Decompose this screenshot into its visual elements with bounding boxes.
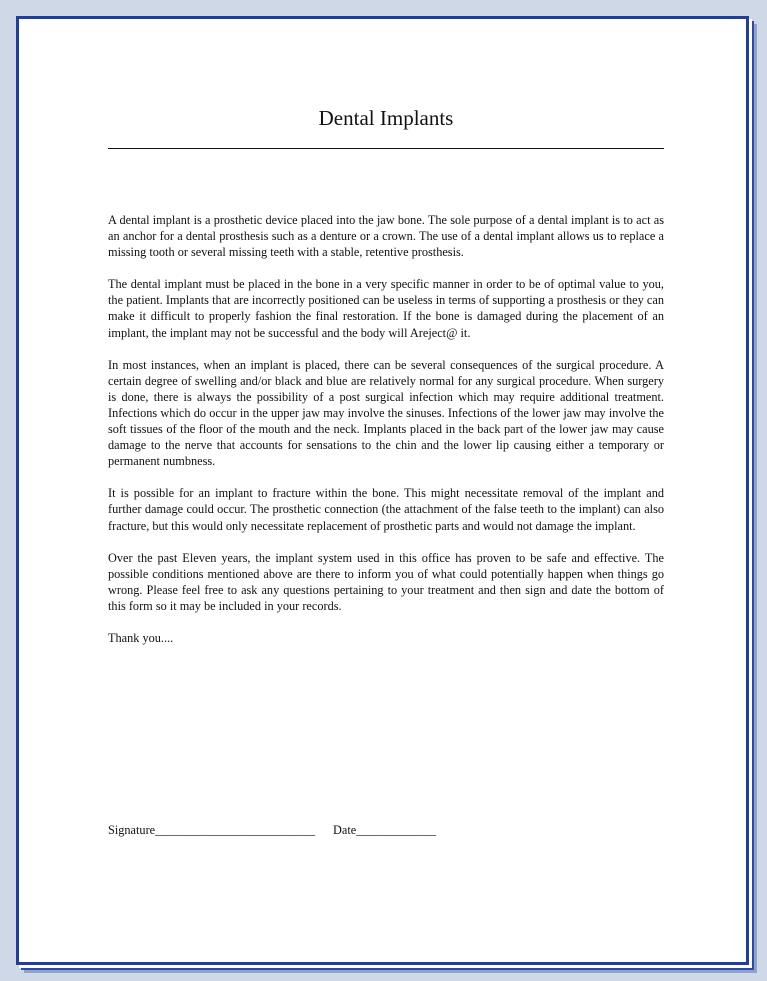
signature-field[interactable]: Signature__________________________ [108,823,315,837]
paragraph-1: A dental implant is a prosthetic device placed into the jaw bone. The sole purpose of a dental implant is to act as an anchor for a dental prosthesis such as a denture or a crown. The use of a dental implant allows us to replace a missing tooth or several missing teeth with a stable, retentive prosthesis. [108,213,664,260]
paragraph-5: Over the past Eleven years, the implant system used in this office has proven to be safe and effective. The possible conditions mentioned above are there to inform you of what could potentially happen when things go wrong. Please feel free to ask any questions pertaining to your treatment and then sign and date the bottom of this form so it may be included in your records. [108,550,664,613]
document-body [108,212,664,662]
paragraph-3: In most instances, when an implant is placed, there can be several consequences of the surgical procedure. A certain degree of swelling and/or black and blue are relatively normal for any surgical procedure. When surgery is done, there is always the possibility of a post surgical infection which may require additional treatment. Infections which do occur in the upper jaw may involve the sinuses. Infections of the lower jaw may involve the soft tissues of the floor of the mouth and the neck. Implants placed in the back part of the lower jaw may cause damage to the nerve that accounts for sensations to the chin and the lower lip causing either a temporary or permanent numbness. [108,357,664,469]
paragraph-2: The dental implant must be placed in the bone in a very specific manner in order to be of optimal value to you, the patient. Implants that are incorrectly positioned can be useless in terms of supporting a prosthesis or they can make it difficult to properly fashion the final restoration. If the bone is damaged during the placement of an implant, the implant may not be successful and the body will Areject@ it. [108,277,664,340]
signature-row [108,823,436,838]
paragraph-4: It is possible for an implant to fracture within the bone. This might necessitate removal of the implant and further damage could occur. The prosthetic connection (the attachment of the false teeth to the implant) can also fracture, but this would only necessitate replacement of prosthetic parts and would not damage the implant. [108,486,664,533]
document-frame [16,16,749,965]
date-field[interactable]: Date_____________ [333,823,437,837]
closing-text: Thank you.... [108,630,174,645]
page-title: Dental Implants [318,106,454,130]
title-divider [108,148,664,149]
